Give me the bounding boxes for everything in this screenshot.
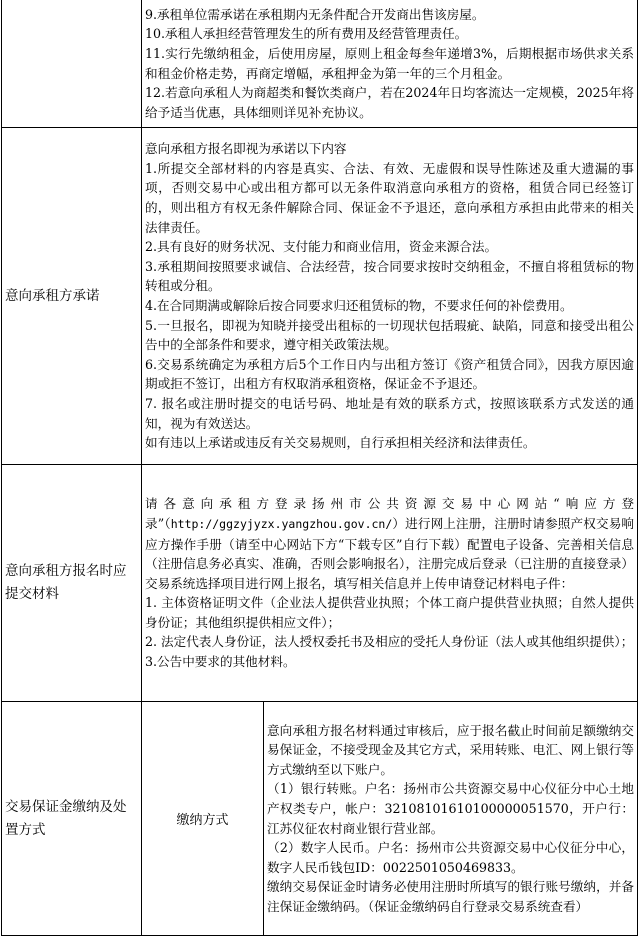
registration-url-link[interactable]: http://ggzyjyzx.yangzhou.gov.cn/ — [170, 516, 393, 531]
registration-content — [142, 465, 638, 702]
commitment-label: 意向承租方承诺 — [2, 128, 142, 465]
registration-item: 3.公告中要求的其他材料。 — [145, 654, 296, 670]
commitment-item: 5.一旦报名，即视为知晓并接受出租标的一切现状包括瑕疵、缺陷，同意和接受出租公告中的全部条件和要求，遵守相关政策法规。 — [145, 317, 634, 353]
term-item: 9.承租单位需承诺在承租期内无条件配合开发商出售该房屋。 — [145, 6, 485, 22]
registration-item: 2. 法定代表人身份证，法人授权委托书及相应的受托人身份证（法人或其他组织提供）； — [145, 634, 634, 650]
registration-label: 意向承租方报名时应提交材料 — [2, 465, 142, 702]
commitment-item: 3.承租期间按照要求诚信、合法经营，按合同要求按时交纳租金，不擅自将租赁标的物转租或分租。 — [145, 258, 634, 294]
deposit-label: 交易保证金缴纳及处置方式 — [2, 702, 142, 936]
commitment-content — [142, 128, 638, 465]
commitment-item: 1.所提交全部材料的内容是真实、合法、有效、无虚假和误导性陈述及重大遗漏的事项，否则交易中心或出租方都可以无条件取消意向承租方的资格，租赁合同已经签订的，则出租方有权无条件解除合同、保证金不予退还，意向承租方承担由此带来的相关法律责任。 — [145, 160, 634, 235]
terms-continued-row — [2, 0, 638, 128]
registration-row — [2, 465, 638, 702]
commitment-item: 4.在合同期满或解除后按合同要求归还租赁标的物，不要求任何的补偿费用。 — [145, 298, 573, 313]
commitment-item: 6.交易系统确定为承租方后5个工作日内与出租方签订《资产租赁合同》，因我方原因逾期或拒不签订，出租方有权取消承租资格，保证金不予退还。 — [145, 356, 634, 392]
terms-continued-content — [142, 0, 638, 128]
commitment-item: 2.具有良好的财务状况、支付能力和商业信用，资金来源合法。 — [145, 239, 498, 255]
deposit-sub-label: 缴纳方式 — [142, 702, 264, 936]
registration-intro — [145, 494, 634, 593]
deposit-paragraph: 缴纳交易保证金时请务必使用注册时所填写的银行账号缴纳，并备注保证金缴纳码。（保证金缴纳码自行登录交易系统查看） — [267, 879, 634, 914]
deposit-row — [2, 702, 638, 936]
commitment-intro: 意向承租方报名即视为承诺以下内容 — [145, 141, 347, 157]
term-item: 11.实行先缴纳租金，后使用房屋，原则上租金每叁年递增3%，后期根据市场供求关系和租金价格走势，再商定增幅，承租押金为第一年的三个月租金。 — [145, 45, 634, 81]
registration-item: 1. 主体资格证明文件（企业法人提供营业执照；个体工商户提供营业执照；自然人提供身份证；其他组织提供相应文件）； — [145, 595, 634, 630]
registration-intro-start: 请各意向承租方登录扬州市公共资源交易中心网站“响应方登录”（ — [145, 496, 634, 531]
registration-intro-end: ）进行网上注册，注册时请参照产权交易响应方操作手册（请至中心网站下方“下载专区”自行下载）配置电子设备、完善相关信息（注册信息务必真实、准确，否则会影响报名），注册完成后登录（已注册的直接登录）交易系统选择项目进行网上报名，填写相关信息并上传申请登记材料电子件： — [145, 515, 635, 591]
commitment-item: 7. 报名或注册时提交的电话号码、地址是有效的联系方式，按照该联系方式发送的通知，视为有效送达。 — [145, 395, 634, 431]
commitment-row — [2, 128, 638, 465]
document-table — [1, 0, 638, 936]
deposit-paragraph: （1）银行转账。户名：扬州市公共资源交易中心仪征分中心土地产权类专户，帐户：32108101610100000051570，开户行：江苏仪征农村商业银行营业部。 — [267, 781, 634, 836]
terms-continued-label — [2, 0, 142, 128]
deposit-content — [264, 702, 638, 936]
commitment-closing: 如有违以上承诺或违反有关交易规则，自行承担相关经济和法律责任。 — [145, 435, 536, 451]
term-item: 10.承租人承担经营管理发生的所有费用及经营管理责任。 — [145, 26, 468, 42]
deposit-paragraph: （2）数字人民币。户名：扬州市公共资源交易中心仪征分中心，数字人民币钱包ID：0022501050469833。 — [267, 840, 634, 875]
term-item: 12.若意向承租人为商超类和餐饮类商户，若在2024年日均客流达一定规模，2025年将给予适当优惠，具体细则详见补充协议。 — [145, 85, 634, 120]
deposit-paragraph: 意向承租方报名材料通过审核后，应于报名截止时间前足额缴纳交易保证金，不接受现金及其它方式，采用转账、电汇、网上银行等方式缴纳至以下账户。 — [267, 722, 634, 777]
